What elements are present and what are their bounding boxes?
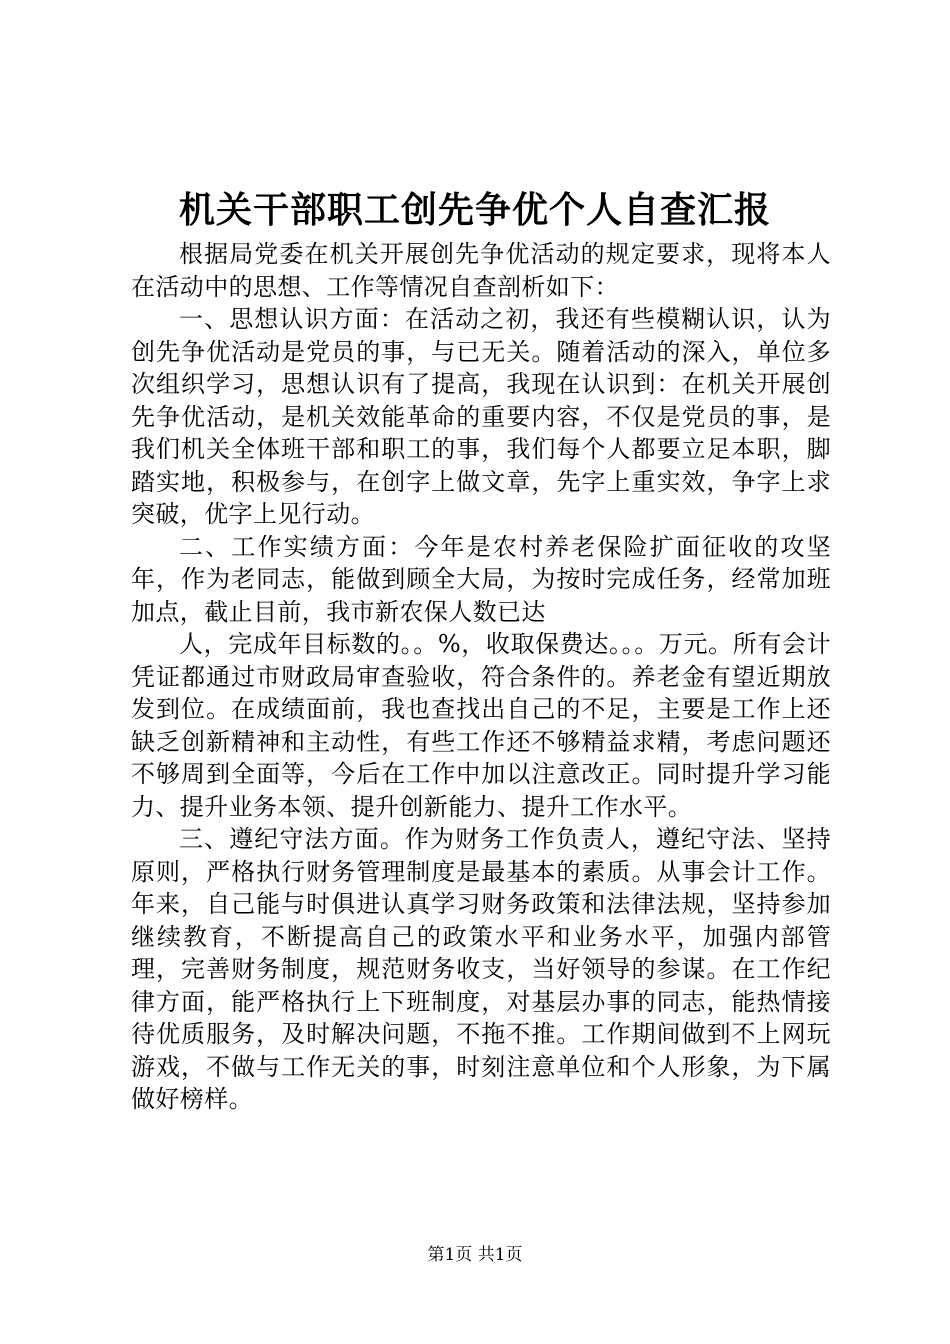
page-number-footer: 第1页 共1页 bbox=[427, 1245, 523, 1265]
paragraph-work-results: 二、工作实绩方面：今年是农村养老保险扩面征收的攻坚年，作为老同志，能做到顾全大局，为按时完成任务，经常加班加点，截止目前，我市新农保人数已达 bbox=[131, 532, 831, 626]
paragraph-discipline: 三、遵纪守法方面。作为财务工作负责人，遵纪守法、坚持原则，严格执行财务管理制度是最基本的素质。从事会计工作。年来，自己能与时俱进认真学习财务政策和法律法规，坚持参加继续教育，不断提高自己的政策水平和业务水平，加强内部管理，完善财务制度，规范财务收支，当好领导的参谋。在工作纪律方面，能严格执行上下班制度，对基层办事的同志，能热情接待优质服务，及时解决问题，不拖不推。工作期间做到不上网玩游戏，不做与工作无关的事，时刻注意单位和个人形象，为下属做好榜样。 bbox=[131, 825, 831, 1113]
paragraph-work-results-continued: 人，完成年目标数的。。%，收取保费达。。。万元。所有会计凭证都通过市财政局审查验收，符合条件的。养老金有望近期放发到位。在成绩面前，我也查找出自己的不足，主要是工作上还缺乏创新精神和主动性，有些工作还不够精益求精，考虑问题还不够周到全面等，今后在工作中加以注意改正。同时提升学习能力、提升业务本领、提升创新能力、提升工作水平。 bbox=[131, 630, 831, 821]
paragraph-intro: 根据局党委在机关开展创先争优活动的规定要求，现将本人在活动中的思想、工作等情况自查剖析如下： bbox=[131, 240, 831, 301]
document-body bbox=[131, 238, 831, 1116]
paragraph-ideology: 一、思想认识方面：在活动之初，我还有些模糊认识，认为创先争优活动是党员的事，与已无关。随着活动的深入，单位多次组织学习，思想认识有了提高，我现在认识到：在机关开展创先争优活动，是机关效能革命的重要内容，不仅是党员的事，是我们机关全体班干部和职工的事，我们每个人都要立足本职，脚踏实地，积极参与，在创字上做文章，先字上重实效，争字上求突破，优字上见行动。 bbox=[131, 305, 831, 528]
document-title: 机关干部职工创先争优个人自查汇报 bbox=[178, 189, 771, 231]
